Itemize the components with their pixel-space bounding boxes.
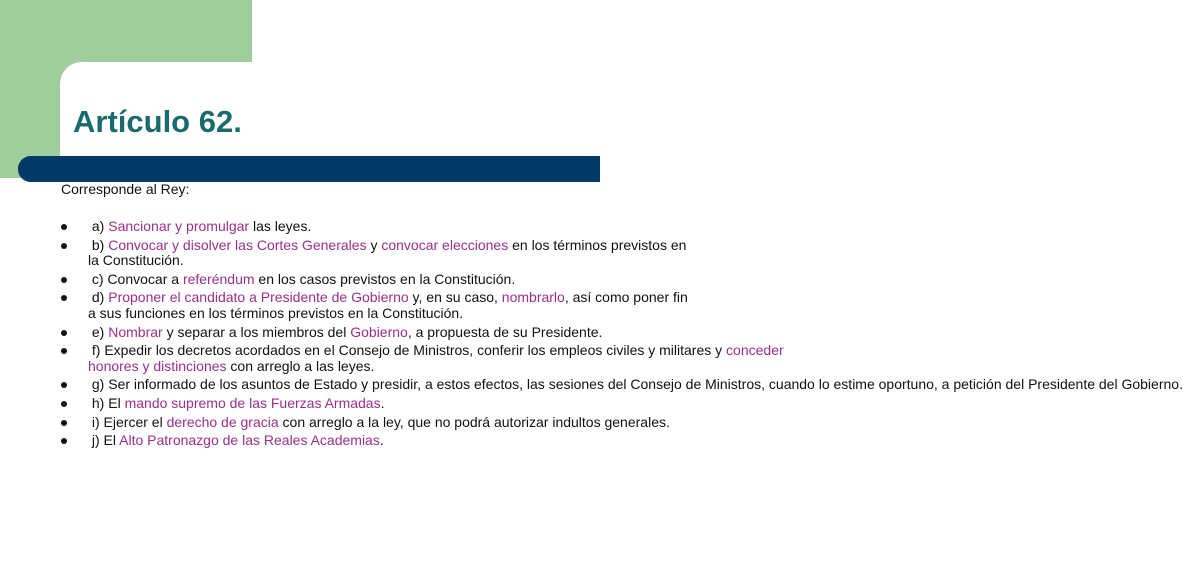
item-text: y, en su caso, [408,289,502,306]
highlighted-term: referéndum [182,270,255,287]
item-text: f) Expedir los decretos acordados en el Consejo de Ministros, conferir los empleos civiles y militares y [88,342,727,359]
item-text: i) Ejercer el [88,413,167,430]
highlighted-term: Gobierno [350,323,408,340]
item-text: y separar a los miembros del [162,323,351,340]
item-text: con arreglo a las leyes. [226,357,375,374]
item-text: , así como poner fin a sus funciones en los términos previstos en la Constitución. [88,289,688,321]
list-item [56,376,1183,393]
highlighted-term: nombrarlo [501,289,565,306]
title-divider-bar-cap [18,156,68,182]
item-text: j) El [88,432,120,449]
item-text: c) Convocar a [88,270,183,287]
item-text: e) [88,323,109,340]
article-list [56,218,1183,452]
item-text: a) [88,218,109,234]
item-text: d) [88,289,109,306]
highlighted-term: Nombrar [108,323,163,340]
highlighted-term: conceder honores y distinciones [88,342,784,374]
bullet-icon [61,243,67,249]
item-text: con arreglo a la ley, que no podrá autorizar indultos generales. [278,413,670,430]
intro-text: Corresponde al Rey: [61,181,190,197]
item-text: h) El [88,394,125,411]
list-item [56,342,784,374]
title-divider-bar [18,156,600,182]
list-item [56,238,696,269]
bullet-icon [61,438,67,444]
highlighted-term: Convocar y disolver las Cortes Generales [108,236,367,253]
list-item [56,325,696,341]
list-item [56,219,696,235]
bullet-icon [61,401,67,407]
item-text: g) Ser informado de los asuntos de Estado y presidir, a estos efectos, las sesiones del Consejo de Ministros, cuando lo estime oportuno, a petición del Presidente del Gobierno. [88,376,1183,393]
item-text: . [379,432,384,449]
list-item [56,396,696,412]
list-item [56,272,696,288]
highlighted-term: mando supremo de las Fuerzas Armadas [124,394,381,411]
item-text: en los casos previstos en la Constitución. [254,270,516,287]
bullet-icon [61,348,67,354]
list-item [56,433,696,449]
bullet-icon [61,224,67,230]
item-text: . [380,394,385,411]
item-text: , a propuesta de su Presidente. [407,323,603,340]
highlighted-term: Proponer el candidato a Presidente de Gobierno [108,289,409,306]
bullet-icon [61,277,67,283]
bullet-icon [61,420,67,426]
item-text: b) [88,236,109,253]
list-item [56,415,696,431]
bullet-icon [61,382,67,388]
list-item [56,290,696,321]
item-text: las leyes. [249,218,312,234]
highlighted-term: Alto Patronazgo de las Reales Academias [119,432,380,449]
item-text: en los términos previstos en la Constitución. [88,236,687,269]
item-text: y [366,236,382,253]
highlighted-term: convocar elecciones [381,236,509,253]
highlighted-term: Sancionar y promulgar [108,218,250,234]
highlighted-term: derecho de gracia [166,413,279,430]
bullet-icon [61,330,67,336]
bullet-icon [61,295,67,301]
slide-title: Artículo 62. [73,104,242,139]
